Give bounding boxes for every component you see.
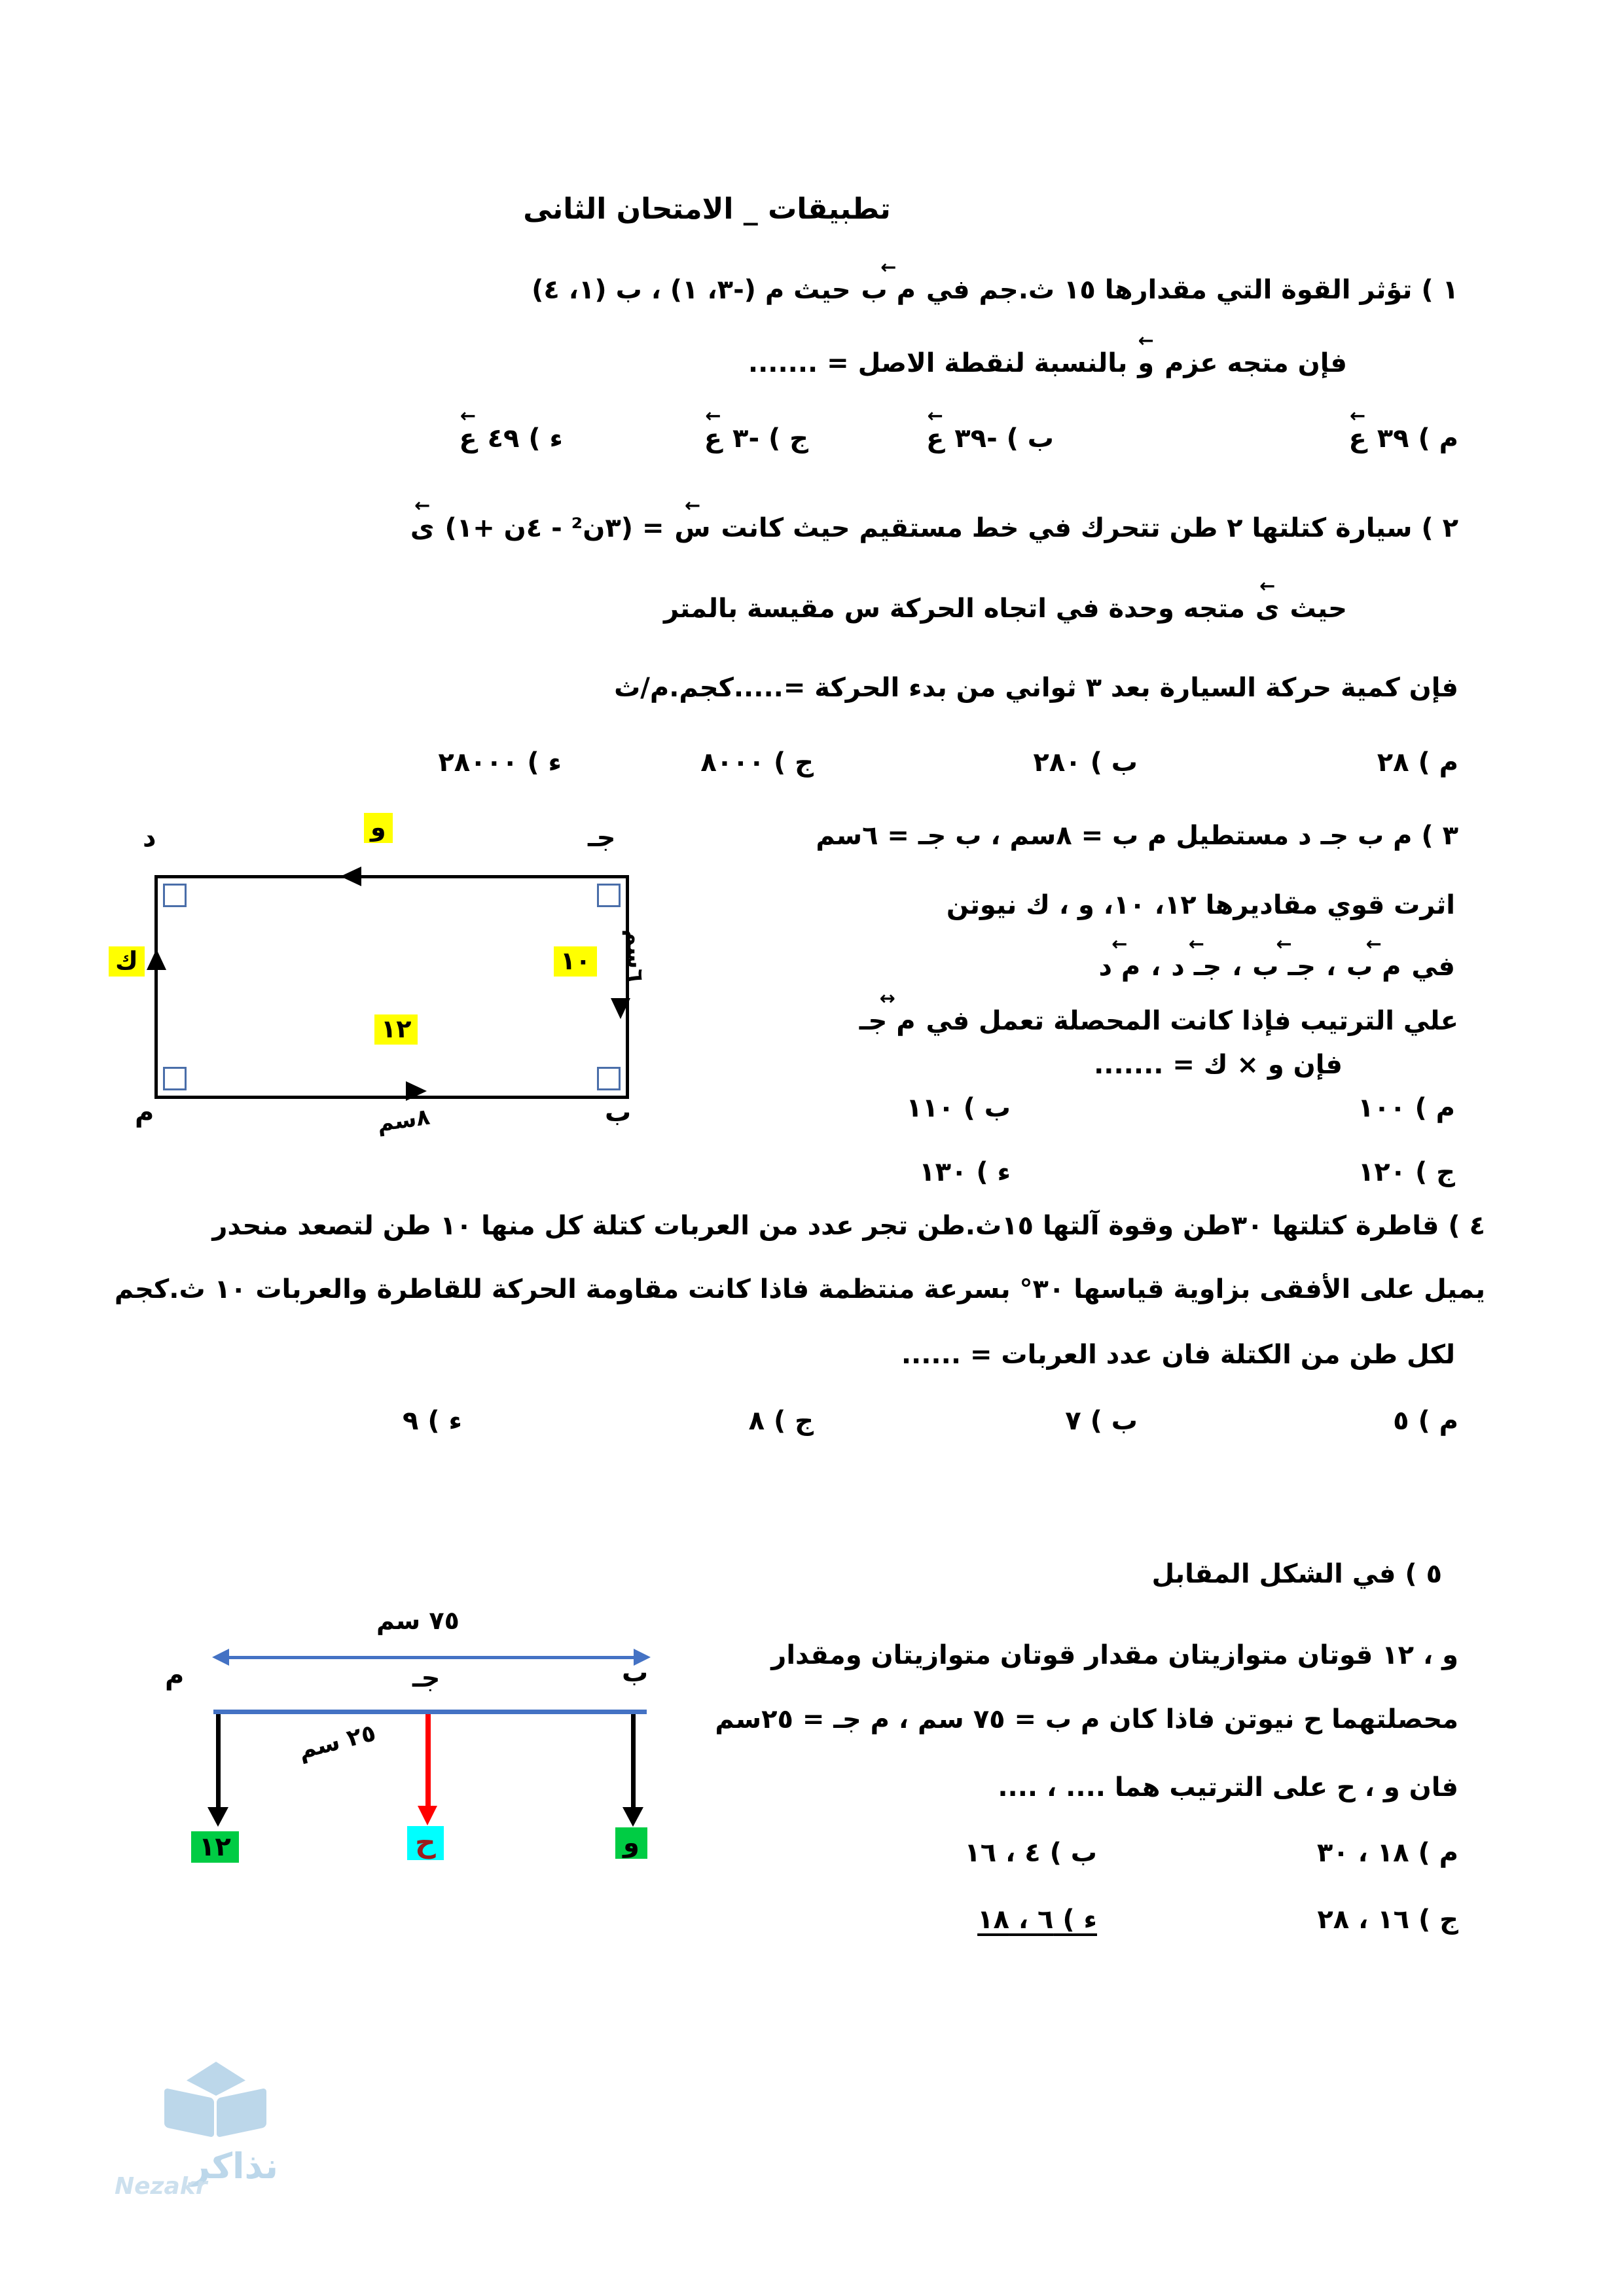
q3-force-label-w: و bbox=[364, 813, 393, 843]
q2-vector-s: ← س bbox=[673, 512, 712, 545]
q3-corner-label-d: د bbox=[143, 823, 156, 853]
q3-option-d: ء ) ١٣٠ bbox=[919, 1157, 1011, 1187]
q3-force-label-k: ك bbox=[109, 946, 145, 977]
q1-option-d-label: ء ) ٤٩ bbox=[478, 423, 563, 454]
q1-option-b-label: ب ) -٣٩ bbox=[945, 423, 1054, 454]
q3-vector-md: ← م د bbox=[1097, 950, 1142, 983]
q3-corner-label-m: م bbox=[135, 1098, 154, 1128]
q1-option-b-vector: ← ع bbox=[925, 422, 945, 455]
q5-force-value-h: ح bbox=[407, 1826, 444, 1860]
q4-option-c: ج ) ٨ bbox=[748, 1406, 814, 1436]
q3-statement-line1: ٣ ) م ب جـ د مستطيل م ب = ٨سم ، ب جـ = ٦سم bbox=[816, 821, 1458, 851]
q3-statement-line5: فإن و × ك = ....... bbox=[1094, 1050, 1343, 1080]
q1-statement-line1 bbox=[532, 274, 1458, 306]
q5-statement-line2: و ، ١٢ قوتان متوازيتان مقدار قوتان متوازيتان ومقدار bbox=[771, 1640, 1458, 1670]
q3-force-label-12: ١٢ bbox=[374, 1014, 418, 1045]
q2-statement-line3: فإن كمية حركة السيارة بعد ٣ ثواني من بدء الحركة =.....كجم.م/ث bbox=[614, 673, 1458, 703]
q3-vector-jb: ← جـ ب bbox=[1251, 950, 1317, 983]
q2-option-a: م ) ٢٨ bbox=[1377, 747, 1458, 778]
q5-force-arrowhead-right-icon bbox=[623, 1807, 643, 1827]
q5-label-b: ب bbox=[622, 1658, 649, 1688]
q4-option-d: ء ) ٩ bbox=[402, 1406, 462, 1436]
q2-option-c: ج ) ٨٠٠٠ bbox=[700, 747, 814, 778]
q5-label-j: جـ bbox=[412, 1663, 441, 1693]
watermark-graduation-cap-icon bbox=[187, 2062, 245, 2096]
q5-force-value-12: ١٢ bbox=[191, 1831, 239, 1863]
q1-text-3: فإن متجه عزم bbox=[1155, 348, 1347, 378]
q1-option-a bbox=[1347, 422, 1458, 455]
q5-statement-line3: محصلتهما ح نيوتن فاذا كان م ب = ٧٥ سم ، م جـ = ٢٥سم bbox=[715, 1704, 1458, 1734]
q5-force-arrow-mid-shaft-red bbox=[425, 1714, 431, 1808]
q5-dimension-arrow-shaft bbox=[228, 1656, 635, 1659]
q5-force-arrowhead-mid-red-icon bbox=[418, 1806, 437, 1825]
right-angle-mark-bl bbox=[163, 1067, 187, 1090]
q5-statement-line1: ٥ ) في الشكل المقابل bbox=[1151, 1559, 1442, 1589]
watermark-latin-text: Nezakr bbox=[115, 2173, 208, 2200]
q3-text-fi: في bbox=[1402, 952, 1455, 982]
q1-option-c-label: ج ) -٣ bbox=[723, 423, 808, 454]
watermark-book-right-icon bbox=[217, 2088, 266, 2138]
q3-option-c: ج ) ١٢٠ bbox=[1358, 1157, 1455, 1187]
q1-statement-line2 bbox=[748, 347, 1347, 380]
q2-vector-y: ← ى bbox=[409, 512, 436, 545]
arrowhead-bottom-edge-right-icon bbox=[406, 1081, 427, 1101]
watermark-book-left-icon bbox=[164, 2088, 214, 2138]
q1-option-a-label: م ) ٣٩ bbox=[1367, 423, 1458, 454]
q5-force-value-w: و bbox=[615, 1827, 647, 1859]
q5-label-m: م bbox=[165, 1660, 185, 1691]
right-angle-mark-tr bbox=[597, 884, 621, 907]
arrowhead-right-edge-down-icon bbox=[611, 998, 630, 1019]
q4-statement-line2: يميل على الأفقى بزاوية قياسها ٣٠° بسرعة منتظمة فاذا كانت مقاومة الحركة للقاطرة والعربات ١٠ ث.كجم bbox=[114, 1274, 1485, 1304]
q3-dim-6cm: ٦سم bbox=[622, 929, 648, 982]
q5-option-d-underlined: ء ) ٦ ، ١٨ bbox=[977, 1905, 1097, 1935]
q5-force-arrow-right-shaft bbox=[631, 1714, 636, 1810]
q5-dimension-arrowhead-left-icon bbox=[212, 1649, 229, 1666]
q3-sep-3: ، bbox=[1142, 952, 1170, 982]
q2-text-1: ٢ ) سيارة كتلتها ٢ طن تتحرك في خط مستقيم حيث كانت bbox=[712, 513, 1458, 543]
q3-line-mj: ↔ م جـ bbox=[858, 1005, 917, 1037]
q3-statement-line3 bbox=[1097, 950, 1455, 983]
watermark bbox=[115, 2062, 337, 2225]
q1-vector-mb: ← م ب bbox=[860, 274, 917, 306]
q5-force-arrowhead-left-icon bbox=[208, 1807, 228, 1827]
arrowhead-top-edge-left-icon bbox=[340, 867, 361, 886]
q5-statement-line4: فان و ، ح على الترتيب هما .... ، .... bbox=[998, 1772, 1458, 1803]
q3-corner-label-b: ب bbox=[605, 1098, 632, 1128]
q4-option-b: ب ) ٧ bbox=[1065, 1406, 1138, 1436]
q2-option-b: ب ) ٢٨٠ bbox=[1033, 747, 1138, 778]
q5-dim-25cm: ٢٥ سم bbox=[295, 1719, 379, 1765]
q5-beam-line bbox=[213, 1710, 647, 1714]
q3-option-b: ب ) ١١٠ bbox=[906, 1093, 1011, 1123]
watermark-arabic-text: نذاكر bbox=[190, 2145, 278, 2187]
q2-statement-line1 bbox=[409, 512, 1458, 545]
q3-sep-2: ، bbox=[1223, 952, 1252, 982]
q3-text-5: علي الترتيب فإذا كانت المحصلة تعمل في bbox=[916, 1006, 1458, 1036]
q3-statement-line2: اثرت قوي مقاديرها ١٢، ١٠، و ، ك نيوتن bbox=[946, 890, 1455, 920]
q5-dim-75cm: ٧٥ سم bbox=[376, 1606, 460, 1635]
q1-text-2: حيث م (-٣، ١) ، ب (١، ٤) bbox=[532, 275, 860, 305]
q3-statement-line4 bbox=[858, 1005, 1458, 1037]
q5-option-b: ب ) ٤ ، ١٦ bbox=[964, 1838, 1097, 1868]
q5-option-c: ج ) ١٦ ، ٢٨ bbox=[1317, 1905, 1458, 1935]
q1-option-d-vector: ← ع bbox=[458, 422, 478, 455]
q2-vector-y2: ← ى bbox=[1254, 592, 1281, 625]
q1-text-1: ١ ) تؤثر القوة التي مقدارها ١٥ ث.جم في bbox=[916, 275, 1458, 305]
q3-dim-8cm: ٨سم bbox=[375, 1103, 432, 1138]
q1-option-c bbox=[703, 422, 808, 455]
q2-option-d: ء ) ٢٨٠٠٠ bbox=[438, 747, 562, 778]
q4-statement-line3: لكل طن من الكتلة فان عدد العربات = ...... bbox=[901, 1340, 1455, 1370]
q1-option-a-vector: ← ع bbox=[1347, 422, 1367, 455]
q3-vector-jd: ← جـ د bbox=[1170, 950, 1223, 983]
q1-vector-w: ← و bbox=[1136, 347, 1155, 380]
q5-force-arrow-left-shaft bbox=[216, 1714, 221, 1810]
q4-option-a: م ) ٥ bbox=[1393, 1406, 1458, 1436]
q3-force-label-10: ١٠ bbox=[554, 946, 597, 977]
q2-statement-line2 bbox=[664, 592, 1347, 625]
q3-vector-mb: ← م ب bbox=[1345, 950, 1402, 983]
q2-text-2: = (٣ن² - ٤ن +١) bbox=[435, 513, 674, 543]
q1-text-4: بالنسبة لنقطة الاصل = ....... bbox=[748, 348, 1137, 378]
q1-option-b bbox=[925, 422, 1054, 455]
right-angle-mark-tl bbox=[163, 884, 187, 907]
q1-option-c-vector: ← ع bbox=[703, 422, 723, 455]
q2-text-4: متجه وحدة في اتجاه الحركة س مقيسة بالمتر bbox=[663, 594, 1254, 624]
q3-option-a: م ) ١٠٠ bbox=[1358, 1093, 1455, 1123]
arrowhead-left-edge-up-icon bbox=[147, 949, 166, 970]
q4-statement-line1: ٤ ) قاطرة كتلتها ٣٠طن وقوة آلتها ١٥ث.طن تجر عدد من العربات كتلة كل منها ١٠ طن لتصعد منحدر bbox=[212, 1211, 1485, 1241]
page-title: تطبيقات _ الامتحان الثانى bbox=[523, 192, 891, 226]
q3-rectangle bbox=[154, 875, 629, 1099]
q1-option-d bbox=[458, 422, 563, 455]
q3-corner-label-j: جـ bbox=[588, 823, 616, 853]
right-angle-mark-br bbox=[597, 1067, 621, 1090]
q3-sep-1: ، bbox=[1316, 952, 1345, 982]
q5-option-a: م ) ١٨ ، ٣٠ bbox=[1316, 1838, 1458, 1868]
q2-text-3: حيث bbox=[1280, 594, 1347, 624]
